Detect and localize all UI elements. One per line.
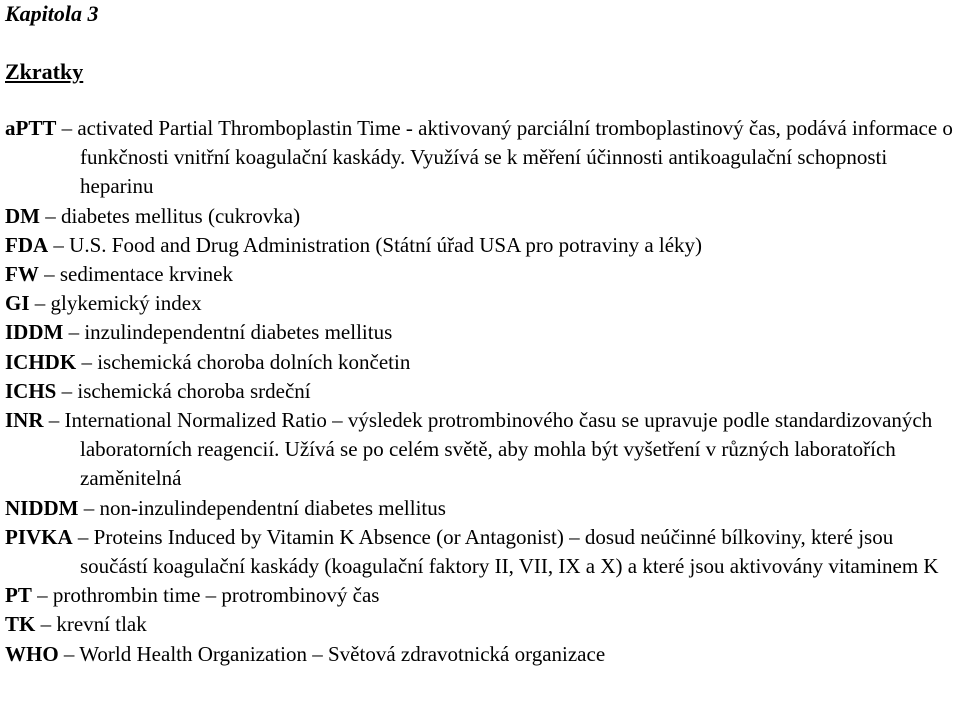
abbreviation-entry: [5, 289, 957, 318]
entry-dash: –: [83, 495, 95, 520]
abbreviation-definition: Proteins Induced by Vitamin K Absence (or Antagonist) – dosud neúčinné bílkoviny, které jsou součástí koagulační kaskády (koagulační faktory II, VII, IX a X) a které jsou aktivovány vitaminem K: [80, 524, 939, 579]
abbreviation-definition: activated Partial Thromboplastin Time - aktivovaný parciální tromboplastinový čas, podává informace o funkčnosti vnitřní koagulační kaskády. Využívá se k měření účinnosti antikoagulační schopnosti heparinu: [77, 116, 953, 199]
abbreviation-term: WHO: [5, 641, 59, 666]
entry-dash: –: [37, 583, 48, 608]
abbreviation-entry: [5, 610, 957, 639]
abbreviation-definition: non-inzulindependentní diabetes mellitus: [99, 495, 446, 520]
abbreviation-definition: ischemická choroba dolních končetin: [97, 349, 411, 374]
abbreviation-definition: International Normalized Ratio – výsledek protrombinového času se upravuje podle standardizovaných laboratorních reagencií. Užívá se po celém světě, aby mohla být vyšetření v různých laboratořích zaměnitelná: [64, 408, 933, 491]
abbreviation-term: GI: [5, 291, 30, 316]
abbreviation-entry: [5, 377, 957, 406]
abbreviation-entry: [5, 494, 957, 523]
entry-dash: –: [77, 524, 89, 549]
abbreviation-definition: krevní tlak: [56, 612, 147, 637]
abbreviation-entry: [5, 523, 957, 581]
abbreviation-entry: [5, 406, 957, 494]
abbreviation-entry: [5, 581, 957, 610]
entry-dash: –: [53, 232, 64, 257]
abbreviation-term: ICHS: [5, 378, 57, 403]
abbreviation-term: INR: [5, 408, 44, 433]
entry-dash: –: [40, 612, 52, 637]
abbreviation-definition: U.S. Food and Drug Administration (Státní úřad USA pro potraviny a léky): [69, 232, 703, 257]
entry-dash: –: [45, 203, 56, 228]
abbreviation-definition: glykemický index: [50, 291, 202, 316]
abbreviation-term: FW: [5, 262, 39, 287]
abbreviation-term: DM: [5, 203, 40, 228]
abbreviation-term: ICHDK: [5, 349, 77, 374]
entry-dash: –: [63, 641, 75, 666]
abbreviation-term: PT: [5, 583, 32, 608]
entry-dash: –: [61, 378, 73, 403]
abbreviation-definition: sedimentace krvinek: [59, 262, 234, 287]
abbreviation-definition: World Health Organization – Světová zdravotnická organizace: [79, 641, 606, 666]
abbreviation-term: TK: [5, 612, 36, 637]
chapter-heading: Kapitola 3: [5, 1, 99, 26]
abbreviation-term: FDA: [5, 232, 49, 257]
abbreviation-entry: [5, 640, 957, 669]
section-heading: Zkratky: [5, 59, 84, 84]
abbreviation-entry: [5, 114, 957, 202]
abbreviation-term: NIDDM: [5, 495, 79, 520]
abbreviation-entry: [5, 318, 957, 347]
abbreviation-definition: ischemická choroba srdeční: [77, 378, 311, 403]
entry-dash: –: [48, 408, 60, 433]
abbreviation-definition: prothrombin time – protrombinový čas: [52, 583, 380, 608]
abbreviation-term: aPTT: [5, 116, 57, 140]
abbreviation-entry: [5, 202, 957, 231]
abbreviation-entry: [5, 260, 957, 289]
entry-dash: –: [68, 320, 80, 345]
abbreviation-definition: diabetes mellitus (cukrovka): [61, 203, 301, 228]
entry-dash: –: [61, 116, 73, 140]
abbreviation-term: IDDM: [5, 320, 64, 345]
entry-dash: –: [34, 291, 46, 316]
abbreviation-definition: inzulindependentní diabetes mellitus: [84, 320, 393, 345]
abbreviation-entry: [5, 348, 957, 377]
entry-dash: –: [81, 349, 92, 374]
abbreviation-entry: [5, 231, 957, 260]
abbreviation-term: PIVKA: [5, 524, 73, 549]
abbreviation-list: [5, 114, 957, 669]
entry-dash: –: [44, 262, 55, 287]
